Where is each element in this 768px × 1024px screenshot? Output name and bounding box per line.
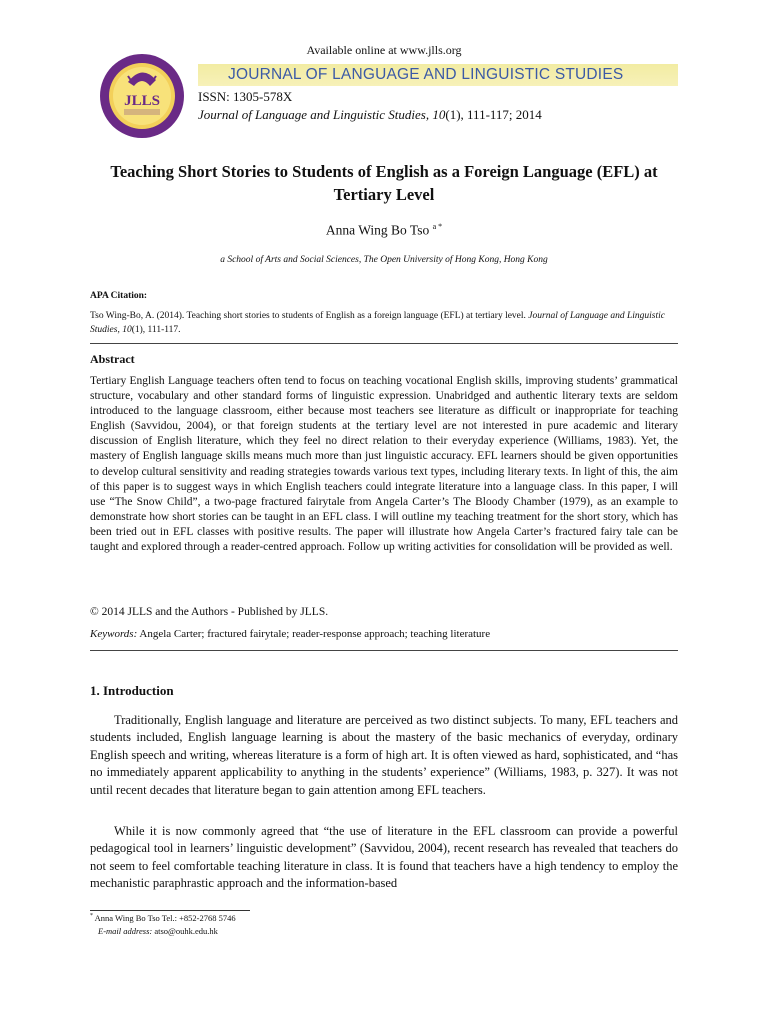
- section-heading-introduction: 1. Introduction: [90, 683, 174, 698]
- divider-top: [90, 343, 678, 344]
- abstract-heading: Abstract: [90, 352, 135, 366]
- footnote-email: [98, 926, 218, 936]
- apa-text-plain: Tso Wing-Bo, A. (2014). Teaching short stories to students of English as a foreign language (EFL) at tertiary level.: [90, 311, 529, 321]
- keywords-text: Angela Carter; fractured fairytale; reader-response approach; teaching literature: [139, 628, 491, 640]
- copyright-line: © 2014 JLLS and the Authors - Published by JLLS.: [90, 606, 329, 618]
- keywords: [90, 628, 490, 640]
- affiliation: a School of Arts and Social Sciences, The Open University of Hong Kong, Hong Kong: [220, 255, 548, 265]
- journal-citation-italic: Journal of Language and Linguistic Studies, 10: [198, 107, 446, 122]
- jlls-logo: [98, 52, 186, 140]
- footnote-contact: [90, 913, 236, 923]
- author-name: Anna Wing Bo Tso: [325, 222, 430, 238]
- journal-citation-rest: (1), 111-117; 2014: [445, 107, 542, 122]
- available-online-text: Available online at www.jlls.org: [306, 43, 462, 57]
- divider-bottom: [90, 650, 678, 651]
- intro-paragraph-1: Traditionally, English language and literature are perceived as two distinct subjects. To many, EFL teachers and students included, English language learning is about the mastery of the basic mechanics of everyday, ordinary English speech and writing, whereas literature is a form of high art. It is often viewed as hard, sophisticated, and “has no immediately apparent applicability to anything in the students’ experience” (Williams, 1983, p. 327). It was not until recent decades that literature began to gain attention among EFL teachers.: [90, 713, 678, 797]
- footnote-contact-text: Anna Wing Bo Tso Tel.: +852-2768 5746: [94, 913, 236, 923]
- email-address: atso@ouhk.edu.hk: [154, 926, 218, 936]
- paper-title: Teaching Short Stories to Students of English as a Foreign Language (EFL) at Tertiary Level: [110, 162, 658, 204]
- apa-text-italic: Journal of Language and Linguistic Studies, 10: [90, 311, 665, 335]
- abstract-text: Tertiary English Language teachers often tend to focus on teaching vocational English skills, improving students’ grammatical structure, vocabulary and other standard forms of linguistic expression. Unabridged and authentic literary texts are seldom introduced to the language classroom, either because most teachers see literature as difficult or inappropriate for teaching English (Savvidou, 2004), or that foreign students at the tertiary level are not interested in pure academic and literary discussion of English literature, which they feel no direct relation to their everyday experience (Williams, 1983). Yet, the mastery of English language skills means much more than just linguistic accuracy. EFL learners should be given opportunities to develop cultural sensitivity and reading strategies towards various text types, including literary texts. In light of this, the aim of this paper is to suggest ways in which English teachers could integrate literature into a language class. In this paper, I will use “The Snow Child”, a two-page fractured fairytale from Angela Carter’s The Bloody Chamber (1979), as an example to demonstrate how short stories can be taught in an EFL class. I will outline my teaching treatment for the short story, which has been tried out in EFL classes with positive results. The paper will illustrate how Angela Carter’s fractured fairy tale can be taught and explored through a reader-centred approach. Follow up writing activities for consolidation will be provided as well.: [90, 375, 678, 554]
- issn: ISSN: 1305-578X: [198, 89, 293, 104]
- apa-text-end: (1), 111-117.: [131, 325, 181, 335]
- apa-heading: APA Citation:: [90, 291, 148, 301]
- journal-name-banner: JOURNAL OF LANGUAGE AND LINGUISTIC STUDIES: [198, 64, 678, 86]
- keywords-label: Keywords:: [90, 628, 138, 640]
- author: [0, 222, 768, 239]
- apa-citation: [90, 309, 678, 337]
- logo-text: JLLS: [124, 93, 160, 109]
- journal-citation: [198, 107, 542, 123]
- footnote-mark: *: [90, 913, 93, 920]
- author-marks: a *: [432, 222, 443, 231]
- footnote-divider: [90, 910, 250, 911]
- intro-paragraph-2: While it is now commonly agreed that “the use of literature in the EFL classroom can provide a powerful pedagogical tool in learners’ linguistic development” (Savvidou, 2004), recent research has revealed that teachers do not seem to feel comfortable teaching literature in class. It is found that teachers have a high tendency to employ the mechanistic paraphrastic approach and the information-based: [90, 824, 678, 891]
- email-label: E-mail address:: [98, 926, 153, 936]
